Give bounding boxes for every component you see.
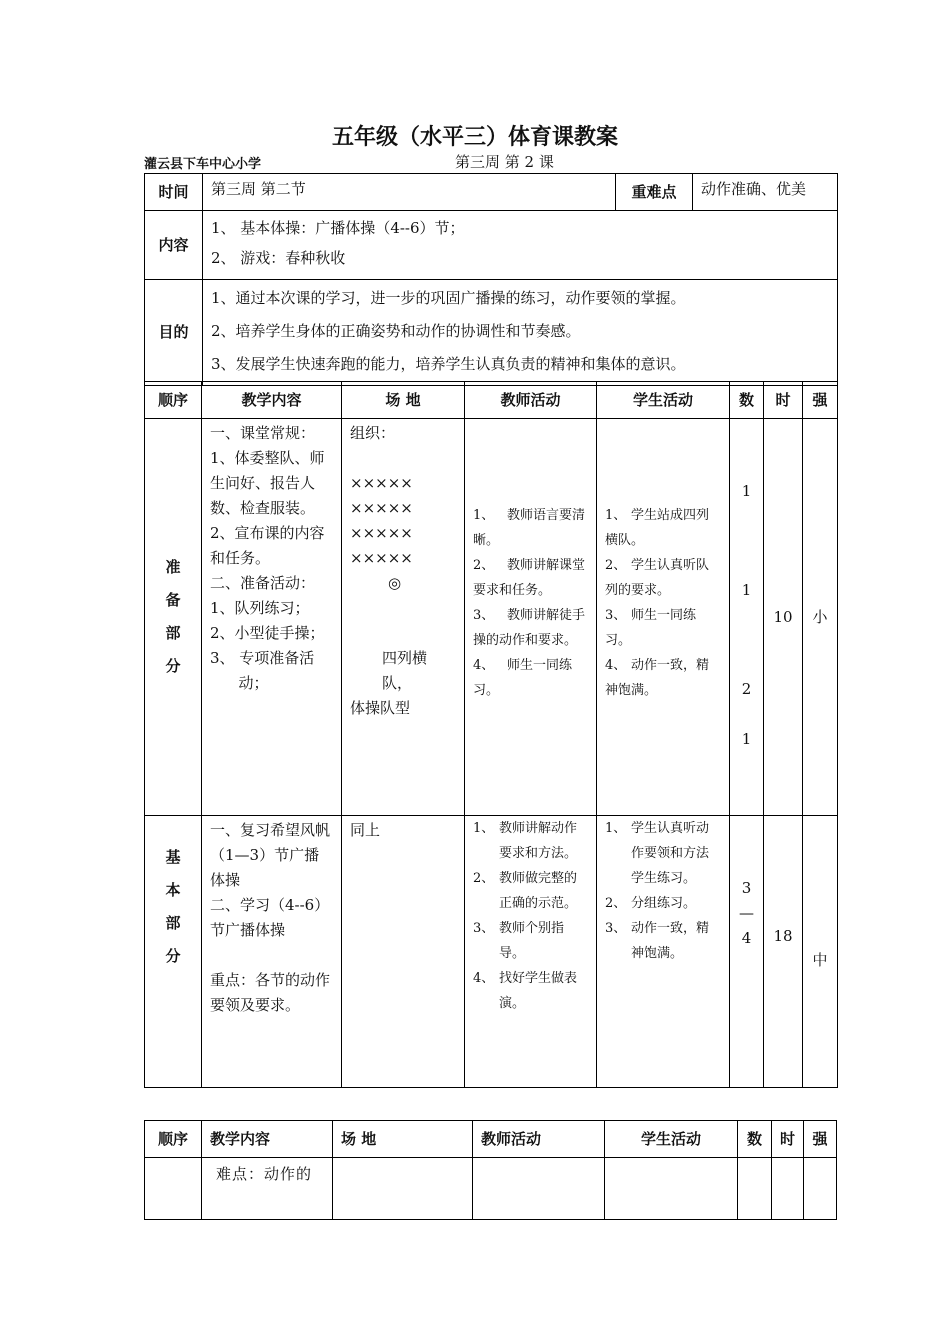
header-order: 顺序 — [145, 1121, 202, 1158]
goal-list — [203, 280, 838, 386]
header-student-activity: 学生活动 — [597, 382, 730, 419]
count-value: 2 — [741, 680, 752, 698]
formation-row: ××××× — [350, 474, 413, 492]
list-item: 3、 师生一同练习。 — [605, 608, 697, 648]
header-venue: 场 地 — [342, 382, 465, 419]
formation-row: ××××× — [350, 549, 413, 567]
basic-content — [202, 816, 342, 1088]
content-line: 1、队列练习； — [210, 599, 310, 617]
goal-item: 3、发展学生快速奔跑的能力，培养学生认真负责的精神和集体的意识。 — [211, 355, 686, 373]
basic-student-activity — [597, 816, 730, 1088]
section-char: 分 — [165, 657, 181, 675]
table-cell — [738, 1158, 772, 1220]
header-teaching-content: 教学内容 — [202, 382, 342, 419]
content-line: 一、课堂常规： — [210, 424, 316, 442]
section-char: 分 — [165, 947, 181, 965]
lesson-plan-table — [144, 381, 838, 1088]
header-teaching-content: 教学内容 — [202, 1121, 333, 1158]
goal-label: 目的 — [145, 280, 203, 386]
header-intensity: 强 — [803, 382, 838, 419]
list-item: 3、 动作一致，精神饱满。 — [605, 921, 710, 961]
table-cell — [145, 1158, 202, 1220]
content-line: 3、 专项准备活动； — [210, 649, 315, 692]
content-line: 2、宣布课的内容和任务。 — [210, 524, 325, 567]
basic-teacher-activity — [465, 816, 597, 1088]
week-lesson: 第三周 第 2 课 — [455, 153, 554, 171]
formation-caption: 体操队型 — [350, 699, 411, 717]
content-line: 2、小型徒手操； — [210, 624, 325, 642]
key-points-label: 重难点 — [616, 174, 693, 211]
formation-row: ××××× — [350, 499, 413, 517]
table-cell — [804, 1158, 837, 1220]
count-value: 4 — [741, 929, 752, 947]
header-count: 数 — [738, 1121, 772, 1158]
basic-venue: 同上 — [342, 816, 465, 1088]
time-value: 第三周 第二节 — [203, 174, 616, 211]
basic-intensity: 中 — [803, 816, 838, 1088]
header-time: 时 — [772, 1121, 804, 1158]
list-item: 4、 找好学生做表演。 — [473, 971, 578, 1011]
list-item: 2、 教师讲解课堂要求和任务。 — [473, 558, 586, 598]
basic-section-label — [145, 816, 202, 1088]
content-item: 1、 基本体操：广播体操（4--6）节； — [211, 219, 465, 237]
prep-student-activity — [597, 419, 730, 816]
prep-teacher-activity — [465, 419, 597, 816]
list-item: 2、 教师做完整的正确的示范。 — [473, 871, 578, 911]
venue-label: 组织： — [350, 424, 396, 442]
section-char: 准 — [165, 558, 181, 576]
content-line — [210, 943, 333, 968]
count-value: 1 — [741, 730, 752, 748]
section-char: 部 — [165, 624, 181, 642]
basic-time: 18 — [764, 816, 803, 1088]
prep-count — [730, 419, 764, 816]
content-line: 二、准备活动： — [210, 574, 316, 592]
prep-section-row — [145, 419, 838, 816]
content-line: 二、学习（4--6）节广播体操 — [210, 896, 330, 939]
count-value: — — [739, 904, 754, 922]
content-item: 2、 游戏：春种秋收 — [211, 249, 346, 267]
formation-caption: 四列横队， — [382, 649, 428, 692]
header-teacher-activity: 教师活动 — [473, 1121, 605, 1158]
time-label: 时间 — [145, 174, 203, 211]
table-cell — [605, 1158, 738, 1220]
list-item: 2、 学生认真听队列的要求。 — [605, 558, 710, 598]
header-order: 顺序 — [145, 382, 202, 419]
section-char: 基 — [165, 848, 181, 866]
page-title: 五年级（水平三）体育课教案 — [331, 125, 618, 150]
prep-section-label — [145, 419, 202, 816]
content-line: 重点：各节的动作要领及要求。 — [210, 971, 331, 1014]
list-item: 1、 教师语言要清晰。 — [473, 508, 586, 548]
list-item: 1、 学生认真听动作要领和方法学生练习。 — [605, 821, 710, 886]
list-item: 1、 教师讲解动作要求和方法。 — [473, 821, 578, 861]
table-cell — [772, 1158, 804, 1220]
content-line: 一、复习希望风帆（1—3）节广播体操 — [210, 821, 331, 889]
teacher-position-symbol: ◎ — [388, 574, 402, 592]
lesson-plan-table-continued — [144, 1120, 837, 1220]
basic-count — [730, 816, 764, 1088]
header-count: 数 — [730, 382, 764, 419]
goal-item: 2、培养学生身体的正确姿势和动作的协调性和节奏感。 — [211, 322, 581, 340]
count-value: 1 — [741, 482, 752, 500]
section-char: 备 — [165, 591, 181, 609]
prep-content — [202, 419, 342, 816]
continued-content: 难点：动作的 — [202, 1158, 333, 1220]
count-value: 3 — [741, 879, 752, 897]
prep-time: 10 — [764, 419, 803, 816]
lesson-info-table — [144, 173, 838, 386]
list-item: 4、 师生一同练习。 — [473, 658, 573, 698]
section-char: 本 — [165, 881, 181, 899]
header-time: 时 — [764, 382, 803, 419]
content-line: 1、体委整队、师生问好、报告人数、检查服装。 — [210, 449, 325, 517]
content-list — [203, 211, 838, 280]
goal-item: 1、通过本次课的学习，进一步的巩固广播操的练习，动作要领的掌握。 — [211, 289, 686, 307]
table-cell — [333, 1158, 473, 1220]
header-student-activity: 学生活动 — [605, 1121, 738, 1158]
prep-venue — [342, 419, 465, 816]
header-teacher-activity: 教师活动 — [465, 382, 597, 419]
formation-row: ××××× — [350, 524, 413, 542]
list-item: 1、 学生站成四列横队。 — [605, 508, 710, 548]
list-item: 3、 教师讲解徒手操的动作和要求。 — [473, 608, 586, 648]
header-intensity: 强 — [804, 1121, 837, 1158]
key-points-value: 动作准确、优美 — [693, 174, 838, 211]
count-value: 1 — [741, 581, 752, 599]
content-label: 内容 — [145, 211, 203, 280]
school-name: 灌云县下车中心小学 — [144, 157, 262, 172]
list-item: 3、 教师个别指导。 — [473, 921, 565, 961]
header-venue: 场 地 — [333, 1121, 473, 1158]
table-cell — [473, 1158, 605, 1220]
prep-intensity: 小 — [803, 419, 838, 816]
section-char: 部 — [165, 914, 181, 932]
list-item: 4、 动作一致，精神饱满。 — [605, 658, 710, 698]
basic-section-row — [145, 816, 838, 1088]
list-item: 2、 分组练习。 — [605, 896, 697, 911]
